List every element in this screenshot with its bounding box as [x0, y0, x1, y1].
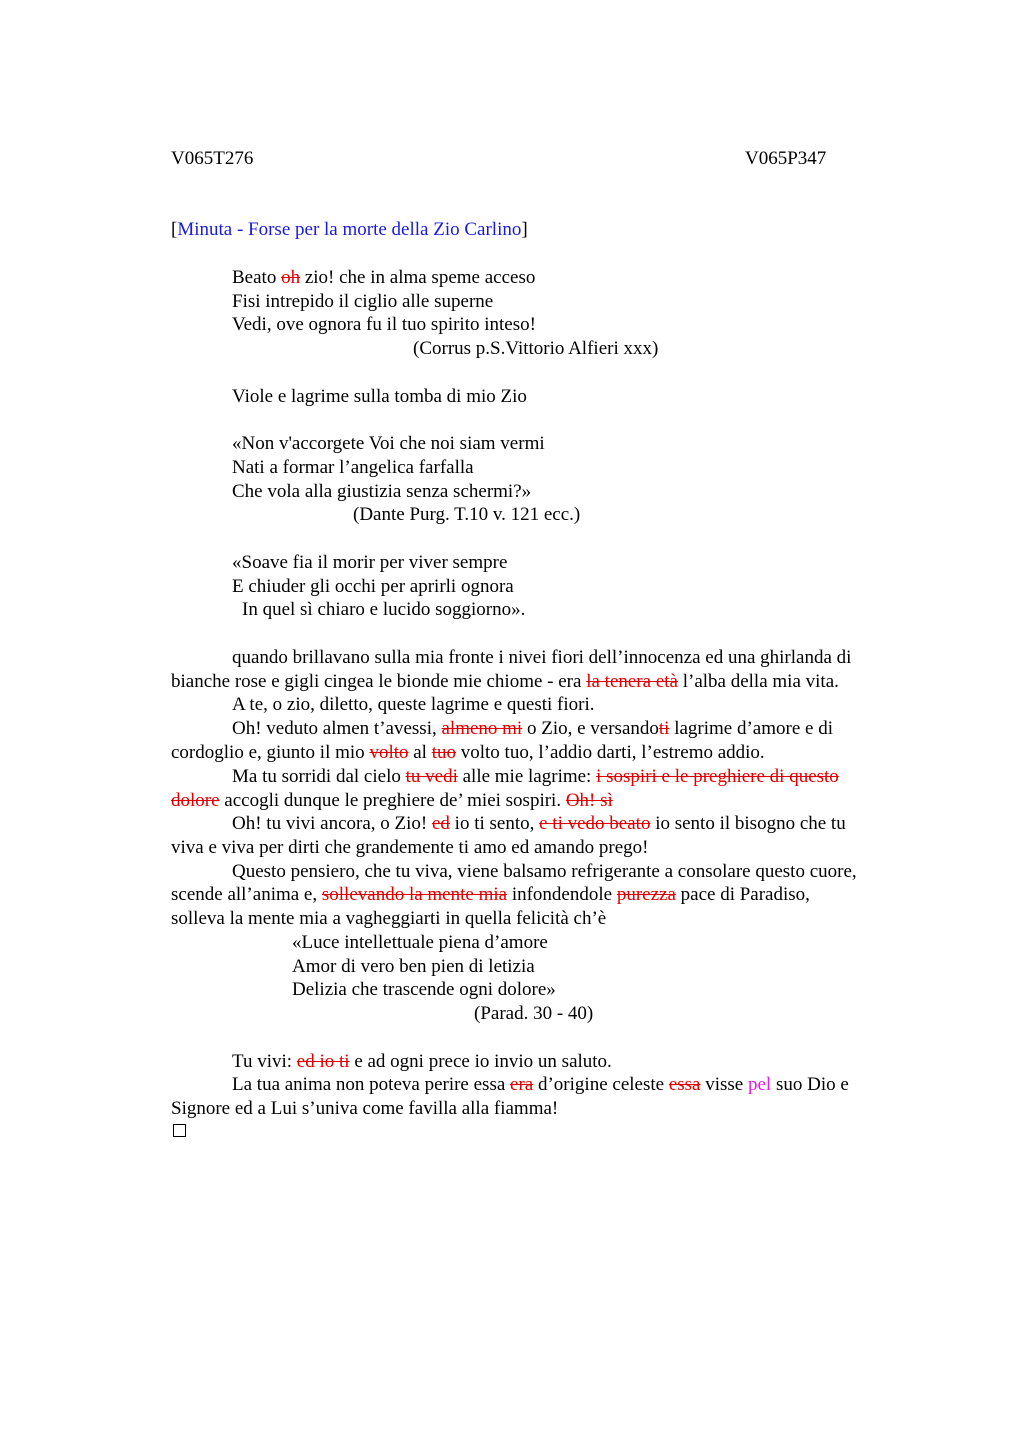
deleted-text: tuo: [431, 742, 456, 763]
text-run: La tua anima non poteva perire essa: [232, 1074, 511, 1095]
body-p4-line2: [171, 789, 613, 813]
body-p6-line1: Questo pensiero, che tu viva, viene balsamo refrigerante a consolare questo cuore,: [232, 861, 857, 882]
closing-p7: [232, 1050, 612, 1074]
epigraph3-line2: E chiuder gli occhi per aprirli ognora: [232, 576, 514, 597]
closing-p8-line2: Signore ed a Lui s’univa come favilla alla fiamma!: [171, 1098, 559, 1119]
deleted-text: ed: [431, 813, 450, 834]
epigraph2-attribution: (Dante Purg. T.10 v. 121 ecc.): [353, 504, 581, 525]
text-run: al: [408, 742, 432, 763]
deleted-text: purezza: [616, 884, 676, 905]
text-run: io sento il bisogno che tu: [650, 813, 846, 834]
deleted-text: Oh! sì: [565, 790, 613, 811]
quote-line2: Amor di vero ben pien di letizia: [292, 956, 535, 977]
body-p6-line2: [171, 883, 810, 907]
text-run: alle mie lagrime:: [457, 766, 597, 787]
subtitle: Viole e lagrime sulla tomba di mio Zio: [232, 386, 527, 407]
document-code-right: V065P347: [745, 148, 827, 169]
text-run: o Zio, e versando: [522, 718, 659, 739]
deleted-text: ti: [658, 718, 670, 739]
text-run: Oh! veduto almen t’avessi,: [232, 718, 442, 739]
body-p5-line1: [232, 812, 846, 836]
deleted-text: almeno mi: [441, 718, 523, 739]
body-p3-line2: [171, 741, 765, 765]
body-p2: A te, o zio, diletto, queste lagrime e questi fiori.: [232, 694, 595, 715]
text-run: Ma tu sorridi dal cielo: [232, 766, 406, 787]
text-run: l’alba della mia vita.: [677, 671, 839, 692]
title-open-bracket: [: [171, 219, 178, 240]
text-run: d’origine celeste: [533, 1074, 669, 1095]
text-run: volto tuo, l’addio darti, l’estremo addio.: [456, 742, 765, 763]
document-code-left: V065T276: [171, 148, 254, 169]
text-run: accogli dunque le preghiere de’ miei sospiri.: [219, 790, 566, 811]
inserted-text: pel: [747, 1074, 772, 1095]
text-run: lagrime d’amore e di: [669, 718, 833, 739]
deleted-text: essa: [668, 1074, 701, 1095]
document-title: [171, 218, 528, 242]
deleted-text: dolore: [171, 790, 220, 811]
epigraph1-line3: Vedi, ove ognora fu il tuo spirito inteso!: [232, 314, 536, 335]
text-run: e ad ogni prece io invio un saluto.: [349, 1051, 612, 1072]
epigraph2-line3: Che vola alla giustizia senza schermi?»: [232, 481, 532, 502]
text-run: Beato: [232, 267, 282, 288]
title-text: Minuta - Forse per la morte della Zio Carlino: [177, 219, 522, 240]
body-p5-line2: viva e viva per dirti che grandemente ti amo ed amando prego!: [171, 837, 649, 858]
text-run: infondendole: [507, 884, 617, 905]
quote-line1: «Luce intellettuale piena d’amore: [292, 932, 548, 953]
text-run: io ti sento,: [449, 813, 540, 834]
deleted-text: i sospiri e le preghiere di questo: [596, 766, 839, 787]
deleted-text: e ti vedo beato: [539, 813, 651, 834]
deleted-text: la tenera età: [586, 671, 678, 692]
text-run: suo Dio e: [771, 1074, 849, 1095]
text-run: bianche rose e gigli cingea le bionde mie chiome - era: [171, 671, 587, 692]
deleted-text: volto: [369, 742, 409, 763]
epigraph3-line3: In quel sì chiaro e lucido soggiorno».: [242, 599, 526, 620]
text-run: visse: [700, 1074, 748, 1095]
text-run: scende all’anima e,: [171, 884, 322, 905]
deleted-text: sollevando la mente mia: [321, 884, 508, 905]
end-marker-square-icon: [173, 1124, 186, 1137]
body-p1-line1: quando brillavano sulla mia fronte i nivei fiori dell’innocenza ed una ghirlanda di: [232, 647, 852, 668]
deleted-text: oh: [281, 267, 301, 288]
text-run: Oh! tu vivi ancora, o Zio!: [232, 813, 432, 834]
epigraph2-line2: Nati a formar l’angelica farfalla: [232, 457, 474, 478]
deleted-text: tu vedi: [405, 766, 458, 787]
epigraph1-attribution: (Corrus p.S.Vittorio Alfieri xxx): [413, 338, 659, 359]
epigraph1-line2: Fisi intrepido il ciglio alle superne: [232, 291, 494, 312]
text-run: pace di Paradiso,: [675, 884, 810, 905]
closing-p8-line1: [232, 1073, 849, 1097]
epigraph1-line1: [232, 266, 535, 290]
epigraph3-line1: «Soave fia il morir per viver sempre: [232, 552, 508, 573]
text-run: Tu vivi:: [232, 1051, 297, 1072]
quote-line3: Delizia che trascende ogni dolore»: [292, 979, 556, 1000]
body-p4-line1: [232, 765, 839, 789]
body-p1-line2: [171, 670, 839, 694]
title-close-bracket: ]: [521, 219, 528, 240]
epigraph2-line1: «Non v'accorgete Voi che noi siam vermi: [232, 433, 545, 454]
deleted-text: ed io ti: [296, 1051, 350, 1072]
body-p3-line1: [232, 717, 833, 741]
text-run: cordoglio e, giunto il mio: [171, 742, 370, 763]
body-p6-line3: solleva la mente mia a vagheggiarti in quella felicità ch’è: [171, 908, 607, 929]
text-run: zio! che in alma speme acceso: [300, 267, 536, 288]
quote-attribution: (Parad. 30 - 40): [474, 1003, 594, 1024]
deleted-text: era: [510, 1074, 534, 1095]
